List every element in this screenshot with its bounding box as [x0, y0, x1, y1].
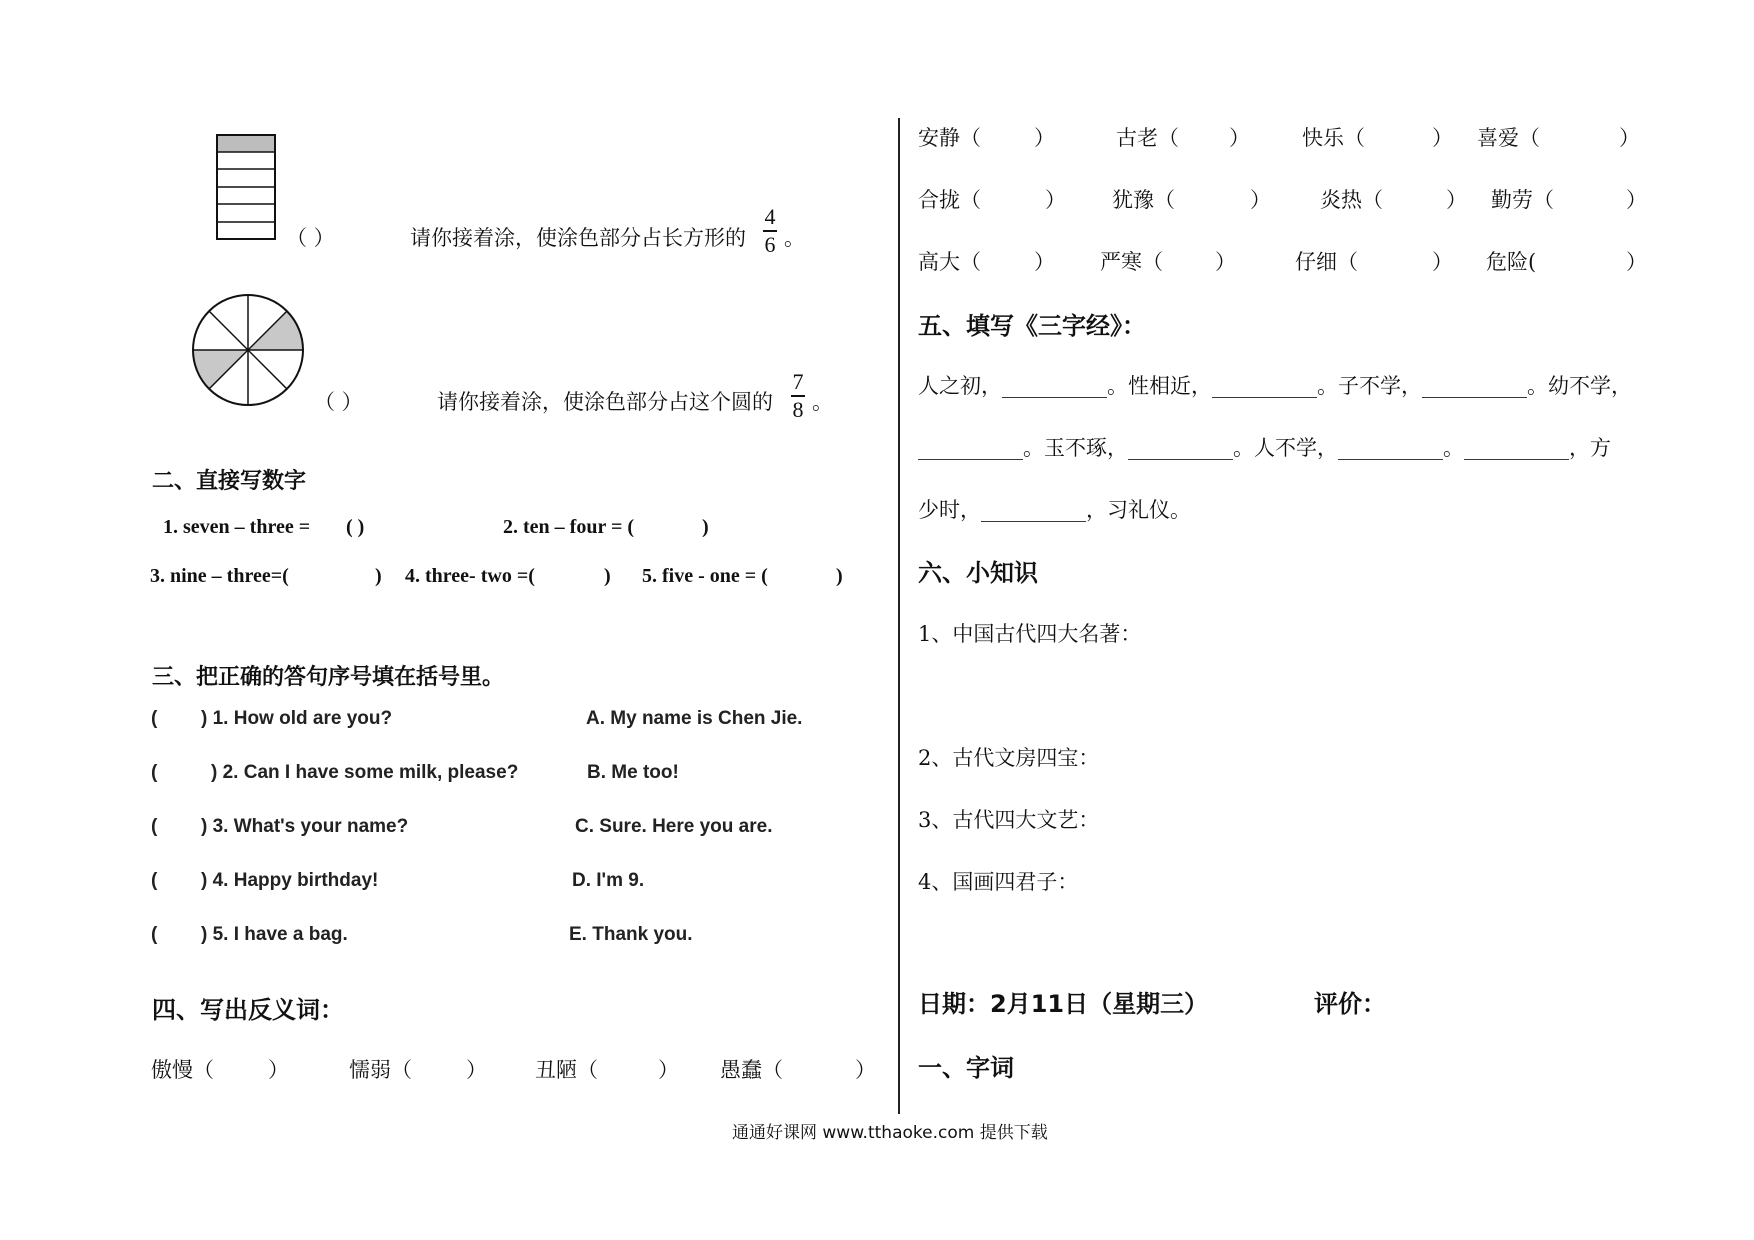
s3-question: ) 1. How old are you? — [201, 708, 393, 729]
antonym-close: ） — [1432, 250, 1453, 274]
q5-text: 5. five - one = ( — [642, 565, 768, 587]
antonym-close: ） — [268, 1058, 289, 1082]
rect-frac-num: 4 — [764, 204, 776, 229]
q2-text: 2. ten – four = ( — [503, 516, 635, 538]
antonym-close: ） — [1626, 188, 1647, 212]
q4-close: ) — [604, 565, 611, 587]
s3-question: ) 3. What's your name? — [201, 816, 409, 837]
antonym-word: 炎热（ — [1320, 188, 1383, 212]
sanzijing-line-1[interactable]: 人之初，__________。性相近，__________。子不学，__________。幼不学， — [918, 374, 1632, 398]
antonym-word: 快乐（ — [1302, 126, 1365, 150]
q3-close: ) — [375, 565, 382, 587]
antonym-close: ） — [1215, 250, 1236, 274]
antonym-word: 严寒（ — [1100, 250, 1163, 274]
antonym-word: 犹豫（ — [1112, 188, 1175, 212]
knowledge-item: 2、古代文房四宝： — [918, 746, 1100, 770]
antonym-close: ） — [1229, 126, 1250, 150]
antonym-close: ） — [855, 1058, 876, 1082]
antonym-close: ） — [1619, 126, 1640, 150]
antonym-close: ） — [1250, 188, 1271, 212]
antonym-word: 合拢（ — [918, 188, 981, 212]
evaluation-label: 评价： — [1314, 990, 1386, 1018]
sanzijing-line-2[interactable]: __________。玉不琢，__________。人不学，__________。__________，方 — [918, 436, 1611, 460]
antonym-close: ） — [1034, 250, 1055, 274]
antonym-word: 危险( — [1486, 250, 1537, 274]
rectangle-figure — [216, 134, 278, 242]
antonym-word: 仔细（ — [1295, 250, 1358, 274]
q1-text: 1. seven – three = — [163, 516, 311, 538]
rect-answer-paren[interactable]: （ ） — [286, 226, 335, 250]
knowledge-item: 3、古代四大文艺： — [918, 808, 1100, 832]
s3-answer: A. My name is Chen Jie. — [586, 708, 803, 729]
s3-answer: D. I'm 9. — [572, 870, 645, 891]
circle-frac-den: 8 — [792, 396, 804, 422]
s3-answer: E. Thank you. — [569, 924, 693, 945]
section-1-title: 一、字词 — [918, 1054, 1014, 1082]
antonym-word: 傲慢（ — [151, 1058, 214, 1082]
s3-question: ) 5. I have a bag. — [201, 924, 348, 945]
section-2-title: 二、直接写数字 — [152, 469, 307, 494]
antonym-close: ） — [658, 1058, 679, 1082]
s3-open-paren[interactable]: ( — [151, 870, 158, 891]
circle-fraction — [791, 370, 805, 422]
antonym-close: ） — [466, 1058, 487, 1082]
antonym-word: 古老（ — [1116, 126, 1179, 150]
rect-end: 。 — [784, 226, 805, 250]
q4-text: 4. three- two =( — [405, 565, 535, 587]
rect-frac-den: 6 — [764, 231, 776, 257]
section-4-title: 四、写出反义词： — [152, 996, 344, 1024]
rect-fraction — [763, 205, 777, 257]
antonym-close: ） — [1045, 188, 1066, 212]
antonym-word: 高大（ — [918, 250, 981, 274]
s3-open-paren[interactable]: ( — [151, 816, 158, 837]
s3-question: ) 2. Can I have some milk, please? — [211, 762, 519, 783]
section-6-title: 六、小知识 — [918, 559, 1038, 587]
s3-answer: C. Sure. Here you are. — [575, 816, 773, 837]
s3-answer: B. Me too! — [587, 762, 679, 783]
antonym-close: ） — [1446, 188, 1467, 212]
antonym-word: 丑陋（ — [535, 1058, 598, 1082]
q3-text: 3. nine – three=( — [150, 565, 289, 587]
antonym-close: ） — [1432, 126, 1453, 150]
circle-instruction: 请你接着涂，使涂色部分占这个圆的 — [437, 390, 773, 414]
circle-frac-num: 7 — [792, 369, 804, 394]
knowledge-item: 1、中国古代四大名著： — [918, 622, 1142, 646]
sanzijing-line-3[interactable]: 少时，__________，习礼仪。 — [918, 498, 1191, 522]
s3-question: ) 4. Happy birthday! — [201, 870, 379, 891]
s3-open-paren[interactable]: ( — [151, 708, 158, 729]
antonym-close: ） — [1034, 126, 1055, 150]
antonym-word: 喜爱（ — [1477, 126, 1540, 150]
knowledge-item: 4、国画四君子： — [918, 870, 1079, 894]
footer-credit: 通通好课网 www.tthaoke.com 提供下载 — [732, 1123, 1048, 1143]
antonym-close: ） — [1626, 250, 1647, 274]
antonym-word: 安静（ — [918, 126, 981, 150]
s3-open-paren[interactable]: ( — [151, 924, 158, 945]
antonym-word: 勤劳（ — [1491, 188, 1554, 212]
section-5-title: 五、填写《三字经》： — [918, 312, 1146, 340]
circle-answer-paren[interactable]: （ ） — [314, 390, 363, 414]
q2-close: ) — [702, 516, 709, 538]
column-divider — [898, 118, 900, 1114]
section-3-title: 三、把正确的答句序号填在括号里。 — [152, 665, 505, 690]
q5-close: ) — [836, 565, 843, 587]
antonym-word: 懦弱（ — [349, 1058, 412, 1082]
antonym-word: 愚蠢（ — [720, 1058, 783, 1082]
circle-figure — [191, 293, 305, 407]
date-line: 日期：2月11日（星期三） — [918, 990, 1209, 1018]
s3-open-paren[interactable]: ( — [151, 762, 158, 783]
circle-end: 。 — [812, 390, 833, 414]
q1-answer[interactable]: ( ) — [346, 516, 365, 538]
rect-instruction: 请你接着涂，使涂色部分占长方形的 — [410, 226, 746, 250]
